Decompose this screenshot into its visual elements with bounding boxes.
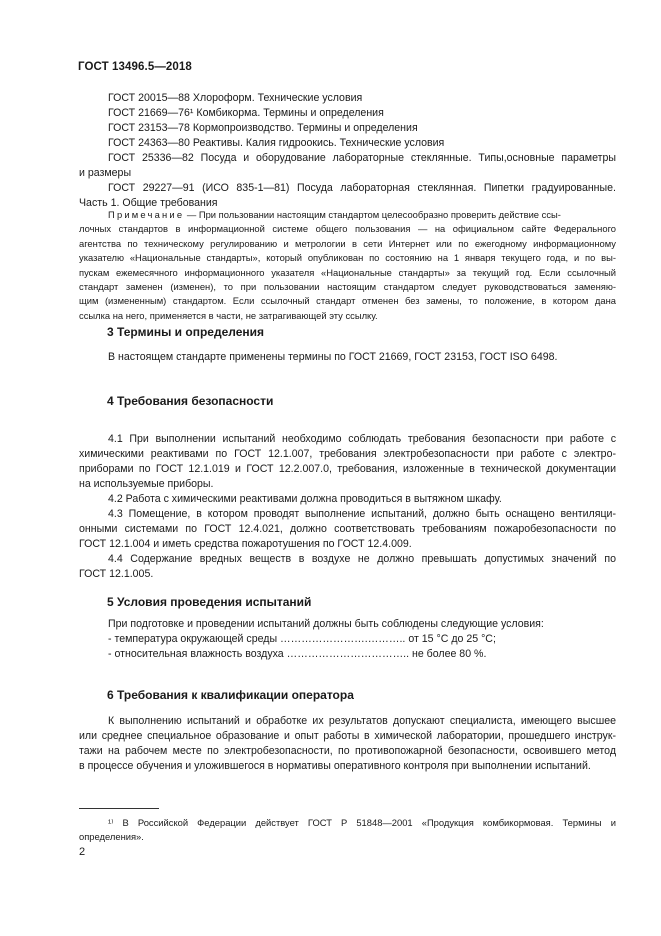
reference-item: ГОСТ 25336—82 Посуда и оборудование лабораторные стеклянные. Типы,основные параметры bbox=[108, 152, 616, 164]
footnote-line: определения». bbox=[79, 831, 144, 842]
note-label: Примечание bbox=[108, 209, 185, 220]
condition-temperature: - температура окружающей среды …………………….……….. от 15 °С до 25 °С; bbox=[108, 633, 496, 645]
reference-item-continuation: Часть 1. Общие требования bbox=[79, 197, 218, 209]
section-6-body bbox=[79, 714, 616, 774]
note-first-line bbox=[79, 208, 616, 222]
footnote bbox=[79, 816, 616, 844]
reference-item: ГОСТ 24363—80 Реактивы. Калия гидроокись. Технические условия bbox=[108, 137, 445, 149]
section-5-title: 5 Условия проведения испытаний bbox=[107, 595, 312, 609]
section-3-body bbox=[79, 350, 616, 365]
reference-item: ГОСТ 23153—78 Кормопроизводство. Термины и определения bbox=[108, 122, 418, 134]
paragraph-line: тажи на рабочем месте по электробезопасности, по противопожарной безопасности, освоившего метод bbox=[79, 745, 616, 757]
note-block bbox=[79, 208, 616, 323]
paragraph-line: химическими реактивами по ГОСТ 12.1.007, требования электробезопасности при работе с электро- bbox=[79, 448, 616, 460]
note-line: указателю «Национальные стандарты», который опубликован по состоянию на 1 января текущего года, и по вы- bbox=[79, 252, 616, 264]
condition-humidity: - относительная влажность воздуха …………………………….. не более 80 %. bbox=[108, 648, 487, 660]
reference-item: ГОСТ 20015—88 Хлороформ. Технические условия bbox=[108, 92, 363, 104]
paragraph-line: К выполнению испытаний и обработке их результатов допускают специалиста, имеющего высшее bbox=[108, 715, 616, 727]
paragraph-line: ГОСТ 12.1.004 и иметь средства пожаротушения по ГОСТ 12.4.009. bbox=[79, 538, 412, 550]
reference-item: ГОСТ 21669—76¹ Комбикорма. Термины и определения bbox=[108, 107, 384, 119]
paragraph-line: в процессе обучения и уложившегося в нормативы оперативного контроля при выполнении испытаний. bbox=[79, 760, 591, 772]
paragraph-line: При подготовке и проведении испытаний должны быть соблюдены следующие условия: bbox=[108, 618, 544, 630]
reference-item-continuation: и размеры bbox=[79, 167, 132, 179]
reference-item: ГОСТ 29227—91 (ИСО 835-1—81) Посуда лабораторная стеклянная. Пипетки градуированные. bbox=[108, 182, 616, 194]
paragraph-line: или среднее специальное образование и опыт работы в химической лаборатории, прошедшего инструк- bbox=[79, 730, 616, 742]
paragraph-line: на используемые приборы. bbox=[79, 478, 214, 490]
note-line: ссылка на него, применяется в части, не затрагивающей эту ссылку. bbox=[79, 309, 378, 321]
paragraph-line: 4.4 Содержание вредных веществ в воздухе не должно превышать допустимых значений по bbox=[108, 553, 616, 565]
paragraph-line: приборами по ГОСТ 12.1.019 и ГОСТ 12.2.007.0, требования, изложенные в технической документации bbox=[79, 463, 616, 475]
note-text: — При пользовании настоящим стандартом целесообразно проверить действие ссы- bbox=[184, 209, 561, 220]
section-4-body bbox=[79, 432, 616, 582]
note-line: щим (измененным) стандартом. Если ссылочный стандарт отменен без замены, то положение, в котором дана bbox=[79, 295, 616, 307]
paragraph-line: 4.2 Работа с химическими реактивами должна проводиться в вытяжном шкафу. bbox=[108, 493, 502, 505]
section-6-title: 6 Требования к квалификации оператора bbox=[107, 688, 354, 702]
paragraph-line: онными системами по ГОСТ 12.4.021, должно соответствовать требованиям пожаробезопасности по bbox=[79, 523, 616, 535]
note-line: стандарт заменен (изменен), то при пользовании настоящим стандартом следует руководствоваться заменяю- bbox=[79, 281, 616, 293]
section-3-title: 3 Термины и определения bbox=[107, 325, 265, 339]
note-line: агентства по техническому регулированию и метрологии в сети Интернет или по ежегодному информационному bbox=[79, 237, 616, 249]
footnote-line: ¹⁾ В Российской Федерации действует ГОСТ Р 51848—2001 «Продукция комбикормовая. Термины и bbox=[108, 817, 616, 828]
document-header: ГОСТ 13496.5—2018 bbox=[78, 61, 192, 73]
paragraph-line: ГОСТ 12.1.005. bbox=[79, 568, 154, 580]
paragraph-line: В настоящем стандарте применены термины по ГОСТ 21669, ГОСТ 23153, ГОСТ ISO 6498. bbox=[108, 351, 558, 363]
section-5-body bbox=[79, 617, 616, 662]
footnote-divider bbox=[79, 808, 159, 809]
references-list bbox=[79, 91, 616, 211]
paragraph-line: 4.3 Помещение, в котором проводят выполнение испытаний, должно быть оснащено вентиляци- bbox=[108, 508, 616, 520]
page-number: 2 bbox=[79, 846, 86, 858]
note-line: лочных стандартов в информационной системе общего пользования — на официальном сайте Федерального bbox=[79, 223, 616, 235]
section-4-title: 4 Требования безопасности bbox=[107, 394, 274, 408]
note-line: пускам ежемесячного информационного указателя «Национальные стандарты» за текущий год. Если ссылочный bbox=[79, 266, 616, 278]
paragraph-line: 4.1 При выполнении испытаний необходимо соблюдать требования безопасности при работе с bbox=[108, 433, 616, 445]
